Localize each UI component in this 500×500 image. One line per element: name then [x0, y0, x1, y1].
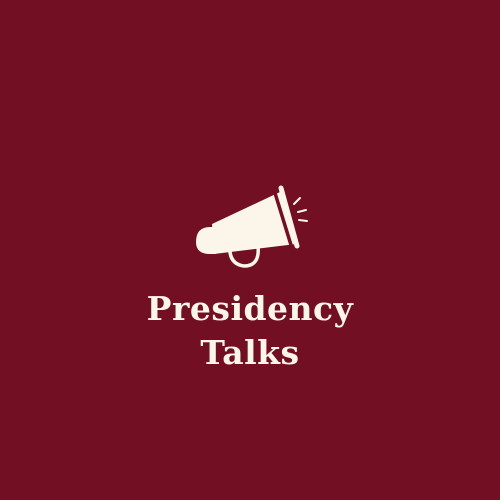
brand-title-line-1: Presidency: [146, 289, 354, 328]
megaphone-icon: [190, 182, 310, 274]
brand-title-line-2: Talks: [200, 333, 300, 372]
